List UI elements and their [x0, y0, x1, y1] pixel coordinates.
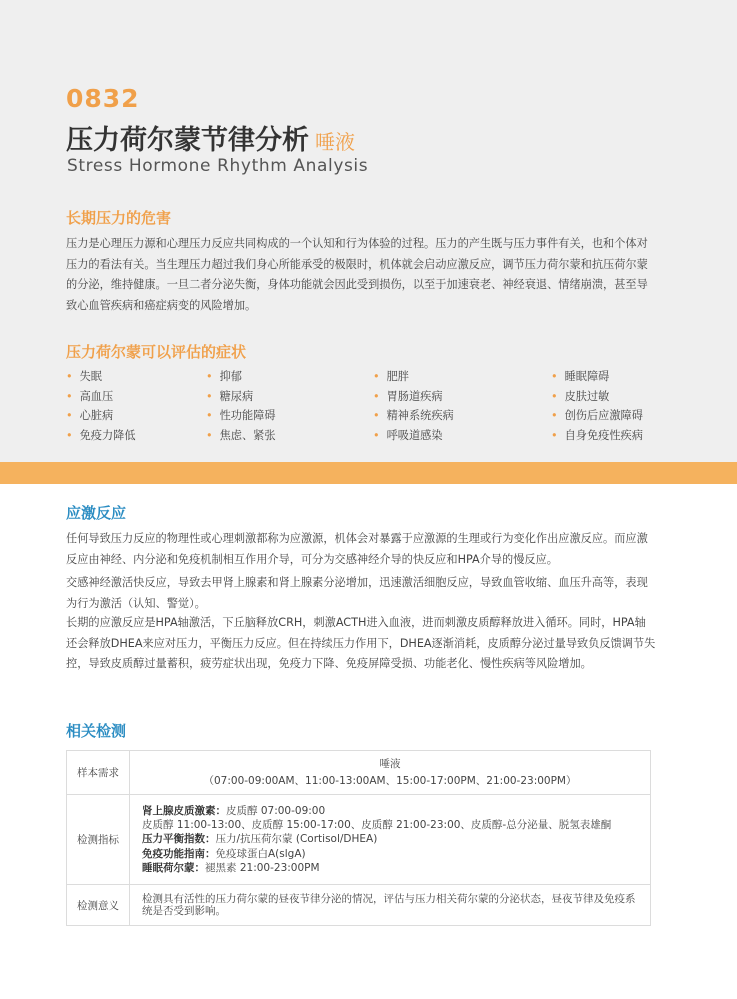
symptom-item: • 肥胖 — [373, 370, 409, 383]
symptom-item: • 高血压 — [66, 389, 114, 403]
symptom-item: • 焦虑、紧张 — [206, 428, 276, 442]
bullet-icon: • — [206, 389, 213, 403]
bullet-icon: • — [66, 389, 73, 403]
sample-value: 唾液 — [379, 757, 401, 770]
symptom-item: • 糖尿病 — [206, 389, 254, 403]
balance-label: 压力平衡指数： — [142, 833, 216, 846]
symptom-item: • 抑郁 — [206, 370, 242, 383]
bullet-icon: • — [66, 428, 73, 442]
bullet-icon: • — [66, 370, 73, 383]
symptoms-column — [66, 368, 136, 446]
bullet-icon: • — [551, 389, 558, 403]
meaning-value: 检测具有活性的压力荷尔蒙的昼夜节律分泌的情况，评估与压力相关荷尔蒙的分泌状态，昼夜节律及免疫系统是否受到影响。 — [130, 885, 651, 926]
symptom-item: • 精神系统疾病 — [373, 409, 454, 422]
stress-response-heading: 应激反应 — [66, 504, 127, 522]
bullet-icon: • — [206, 428, 213, 442]
table-row — [67, 751, 651, 795]
sample-type-tag: 唾液 — [315, 130, 355, 154]
symptom-item: • 心脏病 — [66, 409, 114, 422]
adrenal-line-2: 皮质醇 11:00-13:00、皮质醇 15:00-17:00、皮质醇 21:00-23:00、皮质醇-总分泌量、脱氢表雄酮 — [142, 819, 612, 832]
stress-response-paragraph-1: 任何导致压力反应的物理性或心理刺激都称为应激源，机体会对暴露于应激源的生理或行为变化作出应激反应。而应激反应由神经、内分泌和免疫机制相互作用介导，可分为交感神经介导的快反应和HPA介导的慢反应。 — [66, 532, 648, 566]
bullet-icon: • — [373, 428, 380, 442]
indicators-label: 检测指标 — [67, 795, 130, 885]
adrenal-line — [142, 804, 638, 818]
balance-line — [142, 832, 638, 846]
immune-label: 免疫功能指南： — [142, 847, 216, 860]
symptom-item: • 创伤后应激障碍 — [551, 409, 643, 422]
table-row — [67, 795, 651, 885]
sample-times: （07:00-09:00AM、11:00-13:00AM、15:00-17:00PM、21:00-23:00PM） — [203, 774, 577, 787]
adrenal-line-1: 皮质醇 07:00-09:00 — [226, 804, 326, 817]
stress-response-paragraph-2: 交感神经激活快反应，导致去甲肾上腺素和肾上腺素分泌增加，迅速激活细胞反应，导致血管收缩、血压升高等，表现为行为激活（认知、警觉）。 — [66, 576, 648, 610]
bullet-icon: • — [206, 370, 213, 383]
symptoms-column — [551, 368, 643, 446]
tests-table — [66, 750, 651, 926]
english-title: Stress Hormone Rhythm Analysis — [67, 156, 369, 176]
tests-heading: 相关检测 — [66, 722, 127, 740]
symptom-item: • 睡眠障碍 — [551, 370, 610, 383]
symptoms-heading: 压力荷尔蒙可以评估的症状 — [66, 343, 247, 361]
bullet-icon: • — [551, 428, 558, 442]
harm-paragraph: 压力是心理压力源和心理压力反应共同构成的一个认知和行为体验的过程。压力的产生既与压力事件有关，也和个体对压力的看法有关。当生理压力超过我们身心所能承受的极限时，机体就会启动应激反应，调节压力荷尔蒙和抗压荷尔蒙的分泌，维持健康。一旦二者分泌失衡，身体功能就会因此受到损伤，以至于加速衰老、神经衰退、情绪崩溃，甚至导致心血管疾病和癌症病变的风险增加。 — [66, 237, 648, 312]
immune-line — [142, 847, 638, 861]
symptom-item: • 失眠 — [66, 370, 102, 383]
sleep-value: 褪黑素 21:00-23:00PM — [205, 861, 320, 874]
bullet-icon: • — [206, 409, 213, 422]
page-title — [66, 118, 355, 157]
orange-divider-band — [0, 462, 737, 484]
harm-heading: 长期压力的危害 — [66, 209, 172, 227]
page-title-text: 压力荷尔蒙节律分析 — [66, 125, 309, 156]
product-code: 0832 — [66, 84, 140, 113]
stress-response-paragraph-3: 长期的应激反应是HPA轴激活，下丘脑释放CRH，刺激ACTH进入血液，进而刺激皮质醇释放进入循环。同时，HPA轴还会释放DHEA来应对压力，平衡压力反应。但在持续压力作用下，DHEA逐渐消耗，皮质醇分泌过量导致负反馈调节失控，导致皮质醇过量蓄积，疲劳症状出现，免疫力下降、免疫屏障受损、功能老化、慢性疾病等风险增加。 — [66, 616, 656, 670]
adrenal-label: 肾上腺皮质激素： — [142, 804, 226, 817]
symptom-item: • 免疫力降低 — [66, 428, 136, 442]
sleep-label: 睡眠荷尔蒙： — [142, 861, 205, 874]
symptom-item: • 性功能障碍 — [206, 409, 276, 422]
symptom-item: • 胃肠道疾病 — [373, 389, 443, 403]
bullet-icon: • — [551, 370, 558, 383]
bullet-icon: • — [373, 370, 380, 383]
symptom-item: • 呼吸道感染 — [373, 428, 443, 442]
sample-label: 样本需求 — [67, 751, 130, 795]
bullet-icon: • — [373, 389, 380, 403]
bullet-icon: • — [551, 409, 558, 422]
symptoms-column — [373, 368, 454, 446]
symptom-item: • 皮肤过敏 — [551, 389, 610, 403]
immune-value: 免疫球蛋白A(slgA) — [215, 847, 306, 860]
indicators-cell — [130, 795, 651, 885]
bullet-icon: • — [66, 409, 73, 422]
meaning-label: 检测意义 — [67, 885, 130, 926]
bullet-icon: • — [373, 409, 380, 422]
sleep-line — [142, 861, 638, 875]
table-row — [67, 885, 651, 926]
sample-value-cell — [130, 751, 651, 795]
symptom-item: • 自身免疫性疾病 — [551, 428, 643, 442]
balance-value: 压力/抗压荷尔蒙 (Cortisol/DHEA) — [215, 833, 378, 846]
symptoms-column — [206, 368, 276, 446]
